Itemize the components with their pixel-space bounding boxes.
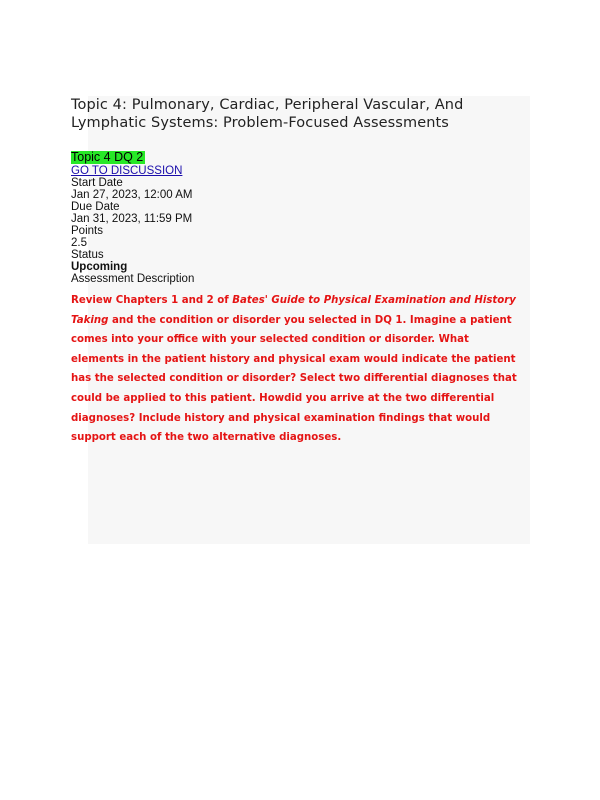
points-value: 2.5 [71,237,87,249]
book-title-part-2: Taking [71,314,109,326]
description-line-4: elements in the patient history and physical exam would indicate the patient [71,353,516,365]
description-line-6: could be applied to this patient. Howdid you arrive at the two differential [71,392,495,404]
description-line-1 [71,291,531,311]
status-value: Upcoming [71,261,128,273]
description-line-3: comes into your office with your selected condition or disorder. What [71,334,469,346]
go-to-discussion-link[interactable]: GO TO DISCUSSION [71,165,183,177]
page-title-line-1: Topic 4: Pulmonary, Cardiac, Peripheral Vascular, And [71,97,464,113]
due-date-label: Due Date [71,201,120,213]
description-line-2 [71,311,531,331]
start-date-value: Jan 27, 2023, 12:00 AM [71,189,193,201]
due-date-value: Jan 31, 2023, 11:59 PM [71,213,193,225]
description-line-2-text: and the condition or disorder you selected in DQ 1. Imagine a patient [108,314,512,326]
assessment-description [71,291,531,448]
assignment-details [71,177,531,285]
description-line-7: diagnoses? Include history and physical examination findings that would [71,412,491,424]
points-label: Points [71,225,103,237]
description-line-8: support each of the two alternative diagnoses. [71,432,342,444]
description-line-1-text: Review Chapters 1 and 2 of [71,295,233,306]
status-label: Status [71,249,104,261]
topic-tag-wrapper [71,132,531,165]
topic-tag: Topic 4 DQ 2 [71,150,144,164]
assignment-content [71,96,531,448]
book-title-part-1: Bates' Guide to Physical Examination and History [232,295,516,306]
assessment-description-label: Assessment Description [71,273,195,285]
start-date-label: Start Date [71,177,123,189]
page-title-line-2: Lymphatic Systems: Problem-Focused Assessments [71,115,449,131]
description-line-5: has the selected condition or disorder? Select two differential diagnoses that [71,373,517,385]
page-title [71,96,531,132]
